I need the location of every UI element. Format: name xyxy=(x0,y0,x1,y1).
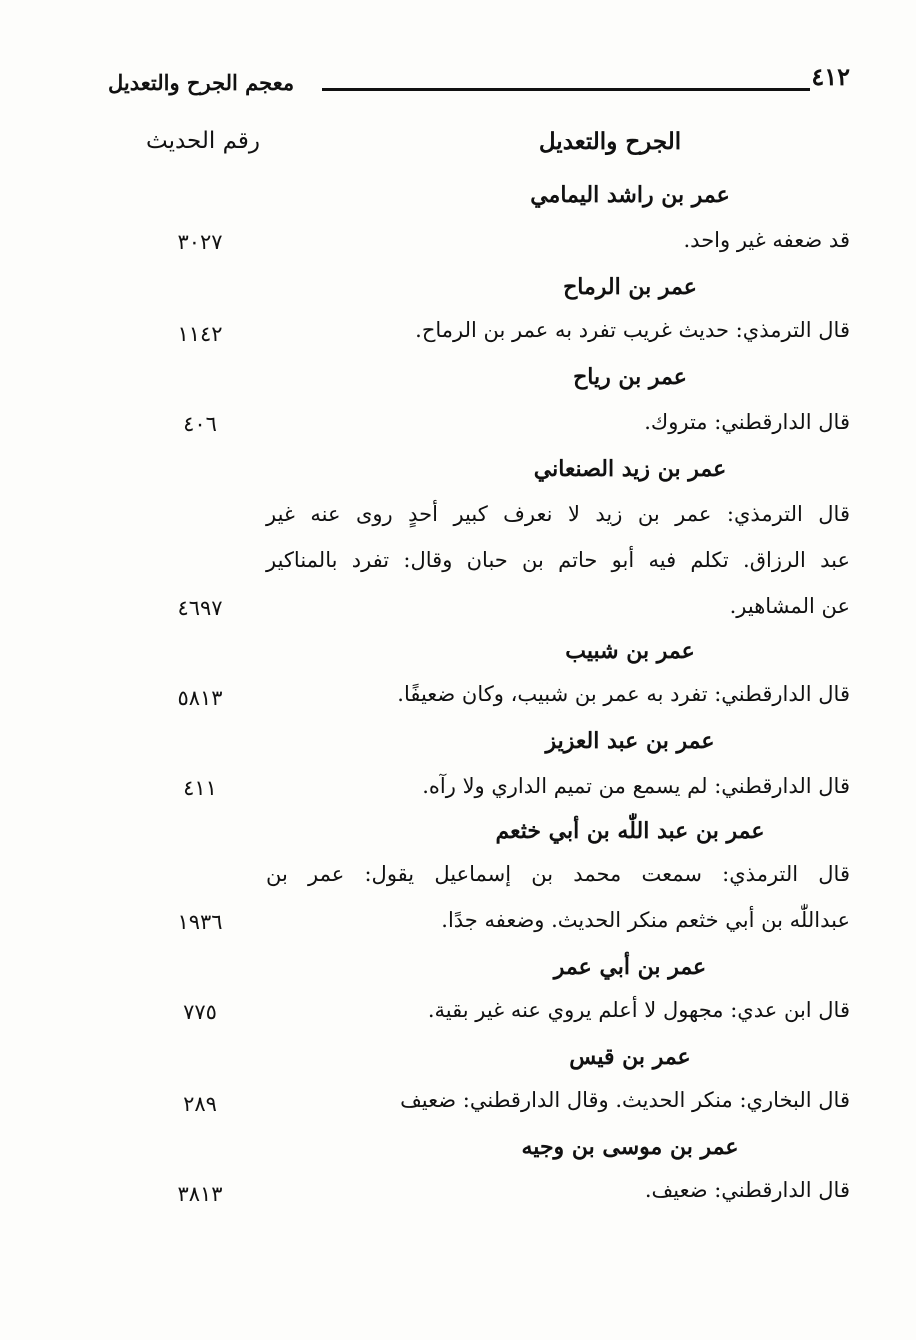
entry-title: عمر بن راشد اليمامي xyxy=(530,182,730,208)
book-title: معجم الجرح والتعديل xyxy=(108,70,295,95)
entry-text-line: عن المشاهير. xyxy=(729,594,850,618)
hadith-number: ٢٨٩ xyxy=(183,1092,217,1116)
entry-title: عمر بن شبيب xyxy=(565,638,695,664)
entry-title: عمر بن موسى بن وجيه xyxy=(521,1134,739,1160)
entry-title: عمر بن زيد الصنعاني xyxy=(533,456,727,482)
hadith-number: ٣٨١٣ xyxy=(177,1182,223,1206)
entry-title: عمر بن الرماح xyxy=(563,274,697,300)
hadith-number: ٥٨١٣ xyxy=(177,686,223,710)
entry-text-line: قال الدارقطني: لم يسمع من تميم الداري ولا رآه. xyxy=(422,774,850,798)
hadith-number: ٤٦٩٧ xyxy=(177,596,223,620)
entry-title: عمر بن أبي عمر xyxy=(553,954,707,980)
column-header-number: رقم الحديث xyxy=(145,128,261,154)
entry-text-line: قال الترمذي: سمعت محمد بن إسماعيل يقول: عمر بن xyxy=(266,862,850,886)
entry-text-line: قال الدارقطني: تفرد به عمر بن شبيب، وكان ضعيفًا. xyxy=(397,682,850,706)
header-rule xyxy=(322,88,810,91)
entry-text-line: عبد الرزاق. تكلم فيه أبو حاتم بن حبان وقال: تفرد بالمناكير xyxy=(266,548,850,572)
entry-text-line: قال الدارقطني: متروك. xyxy=(644,410,850,434)
entry-text-line: قد ضعفه غير واحد. xyxy=(683,228,850,252)
entry-text-line: قال الدارقطني: ضعيف. xyxy=(644,1178,850,1202)
entry-text-line: قال الترمذي: عمر بن زيد لا نعرف كبير أحدٍ روى عنه غير xyxy=(266,502,850,526)
page-number: ٤١٢ xyxy=(811,62,850,91)
hadith-number: ٣٠٢٧ xyxy=(177,230,223,254)
entry-text-line: قال ابن عدي: مجهول لا أعلم يروي عنه غير بقية. xyxy=(427,998,850,1022)
column-header-main: الجرح والتعديل xyxy=(538,128,682,155)
entry-text-line: قال الترمذي: حديث غريب تفرد به عمر بن الرماح. xyxy=(415,318,850,342)
entry-text-line: عبداللّٰه بن أبي خثعم منكر الحديث. وضعفه جدًا. xyxy=(441,908,850,932)
hadith-number: ١١٤٢ xyxy=(177,322,223,346)
entry-title: عمر بن عبد العزيز xyxy=(545,728,715,754)
entry-text-line: قال البخاري: منكر الحديث. وقال الدارقطني: ضعيف xyxy=(400,1088,850,1112)
hadith-number: ٤٠٦ xyxy=(183,412,217,436)
entry-title: عمر بن رياح xyxy=(573,364,687,390)
entry-title: عمر بن قيس xyxy=(569,1044,691,1070)
hadith-number: ٤١١ xyxy=(183,776,217,800)
entry-title: عمر بن عبد اللّٰه بن أبي خثعم xyxy=(495,818,765,844)
hadith-number: ١٩٣٦ xyxy=(177,910,223,934)
hadith-number: ٧٧٥ xyxy=(183,1000,217,1024)
